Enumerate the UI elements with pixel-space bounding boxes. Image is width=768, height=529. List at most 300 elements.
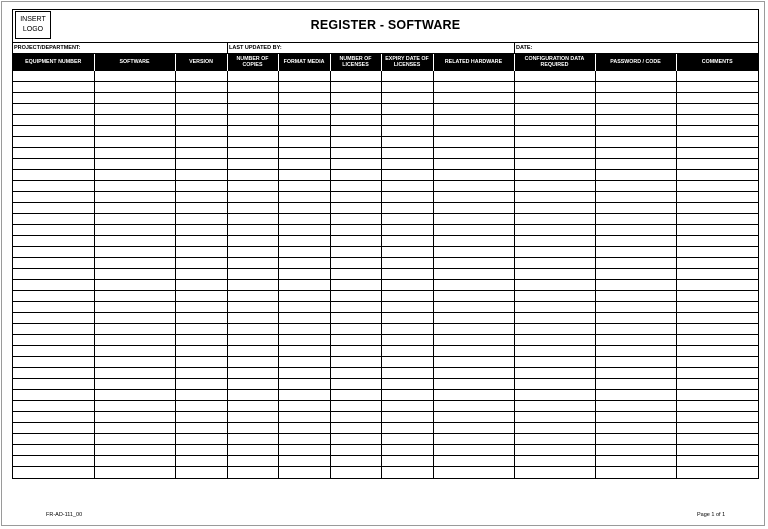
table-cell[interactable] <box>514 269 595 280</box>
table-cell[interactable] <box>433 368 514 379</box>
table-cell[interactable] <box>433 467 514 478</box>
table-cell[interactable] <box>94 93 175 104</box>
table-cell[interactable] <box>676 434 758 445</box>
table-cell[interactable] <box>227 269 278 280</box>
table-cell[interactable] <box>175 324 227 335</box>
table-cell[interactable] <box>175 192 227 203</box>
table-cell[interactable] <box>13 126 94 137</box>
table-cell[interactable] <box>433 412 514 423</box>
table-cell[interactable] <box>676 401 758 412</box>
table-cell[interactable] <box>175 401 227 412</box>
table-cell[interactable] <box>94 368 175 379</box>
table-cell[interactable] <box>227 467 278 478</box>
table-cell[interactable] <box>175 434 227 445</box>
table-cell[interactable] <box>514 236 595 247</box>
table-cell[interactable] <box>175 159 227 170</box>
table-cell[interactable] <box>227 291 278 302</box>
table-cell[interactable] <box>330 280 381 291</box>
table-cell[interactable] <box>381 445 433 456</box>
table-cell[interactable] <box>330 445 381 456</box>
table-cell[interactable] <box>676 148 758 159</box>
table-cell[interactable] <box>514 324 595 335</box>
table-cell[interactable] <box>433 71 514 82</box>
table-cell[interactable] <box>13 258 94 269</box>
table-cell[interactable] <box>278 335 330 346</box>
table-cell[interactable] <box>94 412 175 423</box>
table-cell[interactable] <box>595 104 676 115</box>
table-cell[interactable] <box>381 412 433 423</box>
table-cell[interactable] <box>94 203 175 214</box>
table-cell[interactable] <box>381 335 433 346</box>
table-cell[interactable] <box>595 258 676 269</box>
table-cell[interactable] <box>514 445 595 456</box>
table-cell[interactable] <box>227 379 278 390</box>
table-cell[interactable] <box>595 412 676 423</box>
table-cell[interactable] <box>514 291 595 302</box>
table-cell[interactable] <box>13 324 94 335</box>
table-cell[interactable] <box>514 170 595 181</box>
table-cell[interactable] <box>381 291 433 302</box>
table-cell[interactable] <box>227 247 278 258</box>
table-cell[interactable] <box>278 412 330 423</box>
table-cell[interactable] <box>175 148 227 159</box>
table-cell[interactable] <box>595 313 676 324</box>
table-cell[interactable] <box>595 181 676 192</box>
table-cell[interactable] <box>433 390 514 401</box>
table-cell[interactable] <box>175 412 227 423</box>
table-cell[interactable] <box>13 401 94 412</box>
table-cell[interactable] <box>278 324 330 335</box>
table-cell[interactable] <box>330 291 381 302</box>
table-cell[interactable] <box>676 313 758 324</box>
table-cell[interactable] <box>433 225 514 236</box>
table-cell[interactable] <box>330 423 381 434</box>
table-cell[interactable] <box>433 181 514 192</box>
table-cell[interactable] <box>175 456 227 467</box>
table-cell[interactable] <box>676 126 758 137</box>
table-cell[interactable] <box>227 203 278 214</box>
table-cell[interactable] <box>278 181 330 192</box>
table-cell[interactable] <box>381 137 433 148</box>
table-cell[interactable] <box>676 115 758 126</box>
table-cell[interactable] <box>94 181 175 192</box>
table-cell[interactable] <box>595 247 676 258</box>
table-cell[interactable] <box>433 291 514 302</box>
table-cell[interactable] <box>676 379 758 390</box>
table-cell[interactable] <box>381 324 433 335</box>
table-cell[interactable] <box>227 214 278 225</box>
table-cell[interactable] <box>514 390 595 401</box>
table-cell[interactable] <box>278 302 330 313</box>
table-cell[interactable] <box>278 214 330 225</box>
table-cell[interactable] <box>278 203 330 214</box>
table-cell[interactable] <box>595 445 676 456</box>
table-cell[interactable] <box>278 115 330 126</box>
table-cell[interactable] <box>227 456 278 467</box>
table-cell[interactable] <box>433 126 514 137</box>
table-cell[interactable] <box>278 456 330 467</box>
table-cell[interactable] <box>330 159 381 170</box>
table-cell[interactable] <box>514 368 595 379</box>
table-cell[interactable] <box>514 192 595 203</box>
table-cell[interactable] <box>13 412 94 423</box>
table-cell[interactable] <box>227 302 278 313</box>
table-cell[interactable] <box>94 236 175 247</box>
table-cell[interactable] <box>13 192 94 203</box>
table-cell[interactable] <box>13 313 94 324</box>
table-cell[interactable] <box>676 456 758 467</box>
table-cell[interactable] <box>175 291 227 302</box>
table-cell[interactable] <box>330 225 381 236</box>
table-cell[interactable] <box>514 467 595 478</box>
table-cell[interactable] <box>330 148 381 159</box>
table-cell[interactable] <box>94 225 175 236</box>
table-cell[interactable] <box>595 346 676 357</box>
table-cell[interactable] <box>227 368 278 379</box>
table-cell[interactable] <box>514 335 595 346</box>
table-cell[interactable] <box>381 423 433 434</box>
table-cell[interactable] <box>94 159 175 170</box>
table-cell[interactable] <box>381 280 433 291</box>
table-cell[interactable] <box>94 467 175 478</box>
table-cell[interactable] <box>227 313 278 324</box>
table-cell[interactable] <box>278 137 330 148</box>
table-cell[interactable] <box>13 82 94 93</box>
table-cell[interactable] <box>278 148 330 159</box>
table-cell[interactable] <box>514 456 595 467</box>
table-cell[interactable] <box>433 335 514 346</box>
table-cell[interactable] <box>595 159 676 170</box>
table-cell[interactable] <box>94 456 175 467</box>
table-cell[interactable] <box>676 82 758 93</box>
table-cell[interactable] <box>278 379 330 390</box>
table-cell[interactable] <box>13 115 94 126</box>
table-cell[interactable] <box>330 302 381 313</box>
table-cell[interactable] <box>330 115 381 126</box>
table-cell[interactable] <box>330 434 381 445</box>
table-cell[interactable] <box>330 104 381 115</box>
table-cell[interactable] <box>278 346 330 357</box>
table-cell[interactable] <box>595 357 676 368</box>
table-cell[interactable] <box>433 456 514 467</box>
table-cell[interactable] <box>676 423 758 434</box>
table-cell[interactable] <box>94 247 175 258</box>
table-cell[interactable] <box>175 71 227 82</box>
table-cell[interactable] <box>330 93 381 104</box>
table-cell[interactable] <box>13 159 94 170</box>
table-cell[interactable] <box>227 192 278 203</box>
table-cell[interactable] <box>330 357 381 368</box>
table-cell[interactable] <box>175 390 227 401</box>
table-cell[interactable] <box>433 247 514 258</box>
table-cell[interactable] <box>13 170 94 181</box>
table-cell[interactable] <box>13 148 94 159</box>
table-cell[interactable] <box>278 445 330 456</box>
table-cell[interactable] <box>514 181 595 192</box>
table-cell[interactable] <box>676 412 758 423</box>
table-cell[interactable] <box>433 159 514 170</box>
table-cell[interactable] <box>676 225 758 236</box>
table-cell[interactable] <box>330 368 381 379</box>
table-cell[interactable] <box>278 82 330 93</box>
table-cell[interactable] <box>433 192 514 203</box>
table-cell[interactable] <box>433 258 514 269</box>
table-cell[interactable] <box>227 148 278 159</box>
table-cell[interactable] <box>381 269 433 280</box>
table-cell[interactable] <box>278 258 330 269</box>
table-cell[interactable] <box>227 137 278 148</box>
table-cell[interactable] <box>595 225 676 236</box>
table-cell[interactable] <box>227 258 278 269</box>
table-cell[interactable] <box>175 247 227 258</box>
table-cell[interactable] <box>330 203 381 214</box>
table-cell[interactable] <box>94 379 175 390</box>
table-cell[interactable] <box>381 467 433 478</box>
table-cell[interactable] <box>94 115 175 126</box>
table-cell[interactable] <box>330 269 381 280</box>
table-cell[interactable] <box>514 346 595 357</box>
table-cell[interactable] <box>676 181 758 192</box>
table-cell[interactable] <box>175 236 227 247</box>
table-cell[interactable] <box>676 445 758 456</box>
table-cell[interactable] <box>381 214 433 225</box>
table-cell[interactable] <box>595 324 676 335</box>
table-cell[interactable] <box>94 313 175 324</box>
table-cell[interactable] <box>175 335 227 346</box>
table-cell[interactable] <box>433 346 514 357</box>
table-cell[interactable] <box>13 434 94 445</box>
table-cell[interactable] <box>514 137 595 148</box>
table-cell[interactable] <box>94 357 175 368</box>
table-cell[interactable] <box>595 82 676 93</box>
table-cell[interactable] <box>227 104 278 115</box>
table-cell[interactable] <box>175 137 227 148</box>
table-cell[interactable] <box>676 390 758 401</box>
table-cell[interactable] <box>514 214 595 225</box>
table-cell[interactable] <box>514 115 595 126</box>
table-cell[interactable] <box>278 280 330 291</box>
table-cell[interactable] <box>175 115 227 126</box>
table-cell[interactable] <box>433 313 514 324</box>
table-cell[interactable] <box>94 71 175 82</box>
table-cell[interactable] <box>227 170 278 181</box>
table-cell[interactable] <box>94 214 175 225</box>
table-cell[interactable] <box>94 258 175 269</box>
table-cell[interactable] <box>175 258 227 269</box>
table-cell[interactable] <box>227 434 278 445</box>
table-cell[interactable] <box>278 390 330 401</box>
table-cell[interactable] <box>595 115 676 126</box>
table-cell[interactable] <box>94 269 175 280</box>
table-cell[interactable] <box>227 115 278 126</box>
table-cell[interactable] <box>595 302 676 313</box>
table-cell[interactable] <box>227 236 278 247</box>
table-cell[interactable] <box>595 93 676 104</box>
table-cell[interactable] <box>278 467 330 478</box>
table-cell[interactable] <box>330 467 381 478</box>
table-cell[interactable] <box>13 390 94 401</box>
table-cell[interactable] <box>433 434 514 445</box>
table-cell[interactable] <box>381 181 433 192</box>
table-cell[interactable] <box>433 280 514 291</box>
table-cell[interactable] <box>330 390 381 401</box>
table-cell[interactable] <box>330 214 381 225</box>
table-cell[interactable] <box>676 170 758 181</box>
table-cell[interactable] <box>433 137 514 148</box>
table-cell[interactable] <box>381 192 433 203</box>
table-cell[interactable] <box>381 236 433 247</box>
table-cell[interactable] <box>278 93 330 104</box>
table-cell[interactable] <box>175 126 227 137</box>
table-cell[interactable] <box>175 280 227 291</box>
table-cell[interactable] <box>330 82 381 93</box>
table-cell[interactable] <box>381 357 433 368</box>
table-cell[interactable] <box>13 137 94 148</box>
table-cell[interactable] <box>13 291 94 302</box>
table-cell[interactable] <box>595 236 676 247</box>
table-cell[interactable] <box>13 280 94 291</box>
table-cell[interactable] <box>94 423 175 434</box>
table-cell[interactable] <box>278 269 330 280</box>
table-cell[interactable] <box>381 302 433 313</box>
table-cell[interactable] <box>433 269 514 280</box>
table-cell[interactable] <box>514 82 595 93</box>
table-cell[interactable] <box>676 203 758 214</box>
table-cell[interactable] <box>175 104 227 115</box>
table-cell[interactable] <box>175 467 227 478</box>
table-cell[interactable] <box>433 82 514 93</box>
table-cell[interactable] <box>278 434 330 445</box>
table-cell[interactable] <box>676 357 758 368</box>
table-cell[interactable] <box>330 181 381 192</box>
table-cell[interactable] <box>330 324 381 335</box>
table-cell[interactable] <box>175 313 227 324</box>
table-cell[interactable] <box>13 203 94 214</box>
table-cell[interactable] <box>514 203 595 214</box>
table-cell[interactable] <box>227 181 278 192</box>
table-cell[interactable] <box>278 423 330 434</box>
table-cell[interactable] <box>381 159 433 170</box>
table-cell[interactable] <box>278 401 330 412</box>
table-cell[interactable] <box>433 401 514 412</box>
table-cell[interactable] <box>278 104 330 115</box>
table-cell[interactable] <box>227 401 278 412</box>
table-cell[interactable] <box>13 71 94 82</box>
table-cell[interactable] <box>13 445 94 456</box>
table-cell[interactable] <box>278 170 330 181</box>
table-cell[interactable] <box>227 357 278 368</box>
table-cell[interactable] <box>330 247 381 258</box>
table-cell[interactable] <box>381 368 433 379</box>
table-cell[interactable] <box>227 445 278 456</box>
table-cell[interactable] <box>676 335 758 346</box>
table-cell[interactable] <box>676 104 758 115</box>
table-cell[interactable] <box>330 258 381 269</box>
table-cell[interactable] <box>278 236 330 247</box>
table-cell[interactable] <box>514 93 595 104</box>
table-cell[interactable] <box>175 346 227 357</box>
table-cell[interactable] <box>94 82 175 93</box>
table-cell[interactable] <box>227 82 278 93</box>
table-cell[interactable] <box>94 335 175 346</box>
table-cell[interactable] <box>227 159 278 170</box>
table-cell[interactable] <box>278 159 330 170</box>
table-cell[interactable] <box>94 192 175 203</box>
table-cell[interactable] <box>595 390 676 401</box>
table-cell[interactable] <box>676 214 758 225</box>
table-cell[interactable] <box>514 401 595 412</box>
table-cell[interactable] <box>676 236 758 247</box>
table-cell[interactable] <box>381 104 433 115</box>
table-cell[interactable] <box>330 335 381 346</box>
table-cell[interactable] <box>676 93 758 104</box>
table-cell[interactable] <box>381 148 433 159</box>
table-cell[interactable] <box>94 346 175 357</box>
table-cell[interactable] <box>94 148 175 159</box>
table-cell[interactable] <box>330 71 381 82</box>
table-cell[interactable] <box>94 445 175 456</box>
table-cell[interactable] <box>595 148 676 159</box>
table-cell[interactable] <box>595 71 676 82</box>
table-cell[interactable] <box>227 412 278 423</box>
table-cell[interactable] <box>13 456 94 467</box>
last-updated-by-field[interactable]: LAST UPDATED BY: <box>227 43 514 53</box>
table-cell[interactable] <box>330 236 381 247</box>
table-cell[interactable] <box>514 126 595 137</box>
table-cell[interactable] <box>278 313 330 324</box>
table-cell[interactable] <box>13 104 94 115</box>
table-cell[interactable] <box>433 423 514 434</box>
table-cell[interactable] <box>514 357 595 368</box>
table-cell[interactable] <box>175 82 227 93</box>
table-cell[interactable] <box>595 214 676 225</box>
table-cell[interactable] <box>433 104 514 115</box>
table-cell[interactable] <box>227 324 278 335</box>
table-cell[interactable] <box>13 269 94 280</box>
table-cell[interactable] <box>175 225 227 236</box>
table-cell[interactable] <box>175 357 227 368</box>
table-cell[interactable] <box>227 423 278 434</box>
table-cell[interactable] <box>94 434 175 445</box>
table-cell[interactable] <box>94 280 175 291</box>
table-cell[interactable] <box>676 280 758 291</box>
table-cell[interactable] <box>381 71 433 82</box>
table-cell[interactable] <box>330 456 381 467</box>
table-cell[interactable] <box>13 225 94 236</box>
table-cell[interactable] <box>433 445 514 456</box>
table-cell[interactable] <box>433 148 514 159</box>
table-cell[interactable] <box>595 456 676 467</box>
table-cell[interactable] <box>13 247 94 258</box>
table-cell[interactable] <box>381 313 433 324</box>
table-cell[interactable] <box>13 214 94 225</box>
table-cell[interactable] <box>94 137 175 148</box>
table-cell[interactable] <box>514 423 595 434</box>
table-cell[interactable] <box>381 170 433 181</box>
table-cell[interactable] <box>227 71 278 82</box>
table-cell[interactable] <box>433 379 514 390</box>
table-cell[interactable] <box>278 368 330 379</box>
table-cell[interactable] <box>330 412 381 423</box>
table-cell[interactable] <box>94 390 175 401</box>
table-cell[interactable] <box>514 159 595 170</box>
table-cell[interactable] <box>514 302 595 313</box>
project-department-field[interactable]: PROJECT/DEPARTMENT: <box>14 45 81 51</box>
table-cell[interactable] <box>514 280 595 291</box>
table-cell[interactable] <box>514 225 595 236</box>
table-cell[interactable] <box>595 335 676 346</box>
table-cell[interactable] <box>13 423 94 434</box>
